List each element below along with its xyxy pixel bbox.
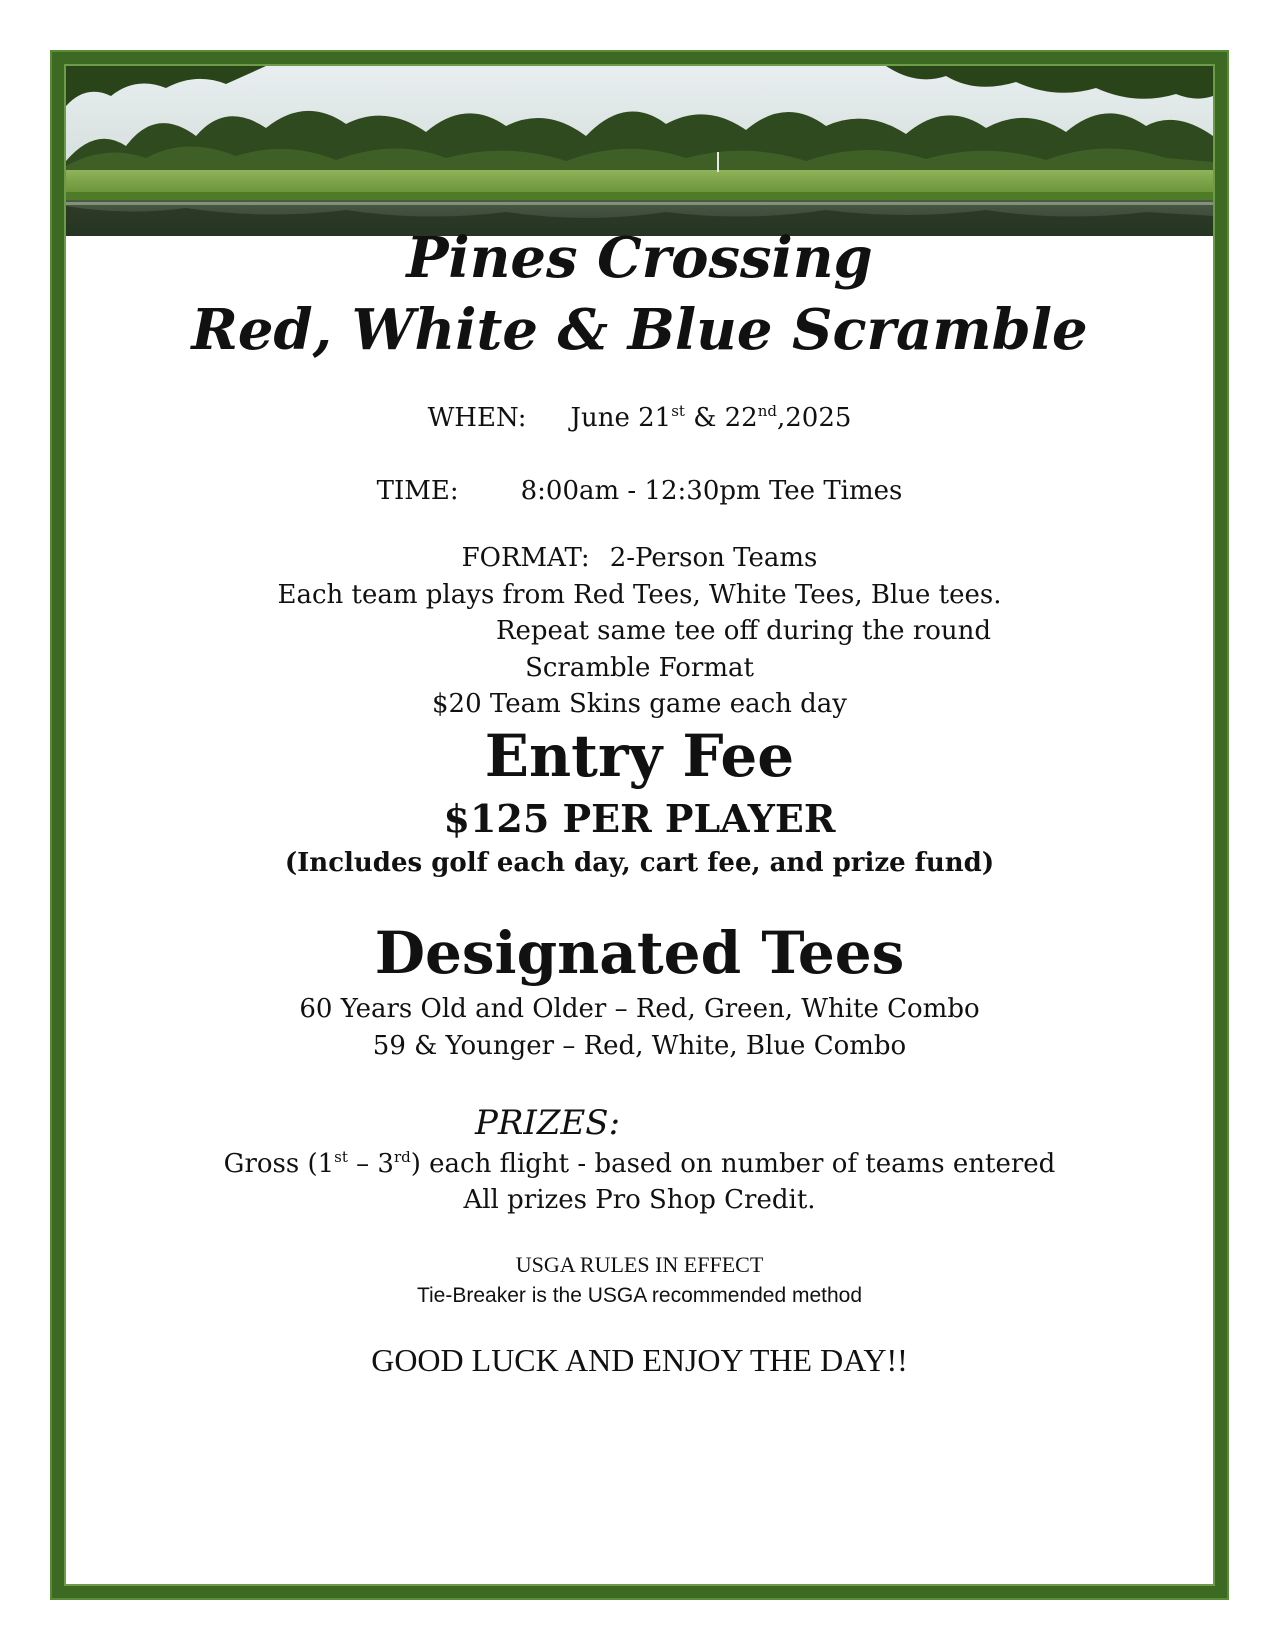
- tees-line: 59 & Younger – Red, White, Blue Combo: [372, 1031, 907, 1061]
- time-label: TIME:: [376, 476, 459, 506]
- tees-line: 60 Years Old and Older – Red, Green, White Combo: [299, 994, 980, 1024]
- format-line: Scramble Format: [525, 653, 754, 683]
- format-row: [66, 542, 1213, 574]
- format-value: 2-Person Teams: [609, 543, 818, 573]
- golf-course-banner: [66, 66, 1213, 236]
- closing-message: GOOD LUCK AND ENJOY THE DAY!!: [371, 1342, 908, 1378]
- designated-tees-heading: Designated Tees: [374, 919, 905, 987]
- entry-price: $125 PER PLAYER: [443, 796, 836, 841]
- event-venue-title: Pines Crossing: [406, 225, 873, 291]
- when-row: [66, 402, 1213, 434]
- time-row: [66, 475, 1213, 507]
- tie-breaker-note: Tie-Breaker is the USGA recommended method: [416, 1284, 863, 1307]
- format-line: Each team plays from Red Tees, White Tees, Blue tees.: [277, 580, 1002, 610]
- prizes-heading: PRIZES:: [474, 1103, 621, 1143]
- usga-rules: USGA RULES IN EFFECT: [515, 1252, 764, 1277]
- format-line: Repeat same tee off during the round: [495, 616, 992, 646]
- when-label: WHEN:: [427, 403, 527, 433]
- when-value: June 21st & 22nd,2025: [570, 402, 852, 433]
- event-name-title: Red, White & Blue Scramble: [191, 297, 1088, 363]
- format-label: FORMAT:: [461, 543, 590, 573]
- format-line: $20 Team Skins game each day: [432, 689, 847, 719]
- time-value: 8:00am - 12:30pm Tee Times: [520, 476, 903, 506]
- prizes-credit-line: All prizes Pro Shop Credit.: [463, 1185, 816, 1215]
- prizes-gross-line: Gross (1st – 3rd) each flight - based on number of teams entered: [223, 1148, 1056, 1179]
- entry-includes: (Includes golf each day, cart fee, and prize fund): [284, 848, 995, 878]
- entry-fee-heading: Entry Fee: [484, 722, 795, 790]
